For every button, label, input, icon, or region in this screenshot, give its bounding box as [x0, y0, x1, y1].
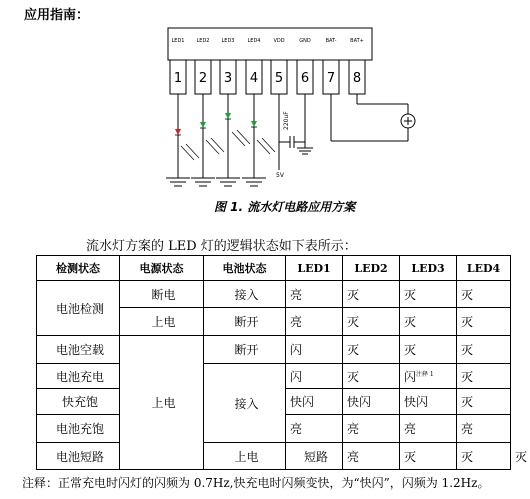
table-row: [37, 364, 511, 389]
pin-number: 2: [198, 71, 208, 86]
footnote-marker: 注释 1: [416, 370, 434, 378]
led-2-icon: [200, 122, 206, 128]
battery-state-cell: 断开: [204, 308, 286, 336]
detect-state-cell: 电池充饱: [37, 415, 120, 443]
battery-state-cell: 接入: [204, 281, 286, 308]
column-header: 检测状态: [37, 256, 120, 281]
pin-label: LED4: [247, 38, 261, 44]
power-state-cell: 上电: [204, 443, 286, 470]
chip-body: [168, 28, 372, 60]
pin-number: 4: [249, 71, 259, 86]
led-4-icon: [251, 121, 257, 127]
led-state-value: 闪: [404, 369, 417, 384]
led-1-icon: [175, 129, 181, 135]
led-state-cell: 亮: [286, 308, 343, 336]
led-state-cell: 亮: [286, 415, 343, 443]
detect-state-cell: 快充饱: [37, 389, 120, 415]
detect-state-cell: 电池充电: [37, 364, 120, 389]
led-state-cell: 闪: [286, 364, 343, 389]
column-header: LED3: [400, 256, 457, 281]
pin-label: LED3: [221, 38, 235, 44]
power-state-cell: 断电: [120, 281, 204, 308]
intro-text: 流水灯方案的 LED 灯的逻辑状态如下表所示：: [86, 239, 357, 254]
detect-state-cell: 电池检测: [37, 281, 120, 336]
pin-number: 6: [300, 71, 310, 86]
pin-label: VDD: [273, 38, 285, 44]
led-state-cell: 灭: [343, 364, 400, 389]
pin-number: 8: [352, 71, 362, 86]
led-state-cell: 灭: [343, 336, 400, 364]
detect-state-cell: 电池短路: [37, 443, 120, 470]
table-row: [37, 336, 511, 364]
led-state-cell: 灭: [457, 364, 511, 389]
led-state-cell: 灭: [400, 336, 457, 364]
pin-number: 7: [326, 71, 336, 86]
pin-label: LED1: [171, 38, 185, 44]
battery-state-cell: 短路: [286, 443, 343, 470]
led-state-cell: 灭: [343, 281, 400, 308]
led-state-cell: 灭: [457, 443, 511, 470]
led-state-cell: 灭: [400, 308, 457, 336]
led-state-table: [36, 255, 528, 470]
led-state-cell: 亮: [400, 415, 457, 443]
led-state-cell: 亮: [343, 443, 400, 470]
led-state-cell: 灭: [343, 308, 400, 336]
column-header: LED4: [457, 256, 511, 281]
led-state-cell: 亮: [457, 415, 511, 443]
led-state-cell: 亮: [286, 281, 343, 308]
column-header: 电源状态: [120, 256, 204, 281]
pin-number: 5: [274, 71, 284, 86]
column-header: 电池状态: [204, 256, 286, 281]
led-state-cell: 快闪: [286, 389, 343, 415]
circuit-diagram: [0, 0, 530, 200]
table-row: 电池短路 上电 短路 亮 灭 灭 灭: [37, 443, 511, 470]
led-3-icon: [225, 113, 231, 119]
table-row: [37, 281, 511, 308]
led-state-cell: [400, 364, 457, 389]
pin-label: BAT+: [350, 38, 364, 44]
pin-number: 3: [223, 71, 233, 86]
led-state-cell: 快闪: [400, 389, 457, 415]
figure-caption: 图 1. 流水灯电路应用方案: [214, 200, 356, 214]
led-state-cell: 灭: [457, 308, 511, 336]
pin-label: BAT-: [325, 38, 337, 44]
led-state-cell: 灭: [400, 281, 457, 308]
footnote: 注释：正常充电时闪灯的闪频为 0.7Hz,快充电时闪频变快，为“快闪”，闪频为 1.2Hz。: [22, 476, 490, 490]
pin-label: GND: [299, 38, 311, 44]
led-state-cell: 灭: [457, 336, 511, 364]
section-heading: 应用指南：: [24, 8, 90, 23]
detect-state-cell: 电池空载: [37, 336, 120, 364]
led-state-cell: 亮: [343, 415, 400, 443]
capacitor-label: 220uF: [283, 111, 290, 130]
column-header: LED1: [286, 256, 343, 281]
led-state-cell: 快闪: [343, 389, 400, 415]
battery-state-cell: 接入: [204, 364, 286, 443]
led-state-cell: 灭: [400, 443, 457, 470]
supply-label: 5V: [276, 172, 284, 179]
power-state-cell: 上电: [120, 308, 204, 336]
pin-label: LED2: [196, 38, 210, 44]
led-state-cell: 灭: [457, 281, 511, 308]
power-state-cell: 上电: [120, 336, 204, 470]
led-state-cell: 灭: [457, 389, 511, 415]
battery-state-cell: 断开: [204, 336, 286, 364]
led-state-cell: 闪: [286, 336, 343, 364]
table-header-row: [37, 256, 511, 281]
column-header: LED2: [343, 256, 400, 281]
pin-number: 1: [173, 71, 183, 86]
